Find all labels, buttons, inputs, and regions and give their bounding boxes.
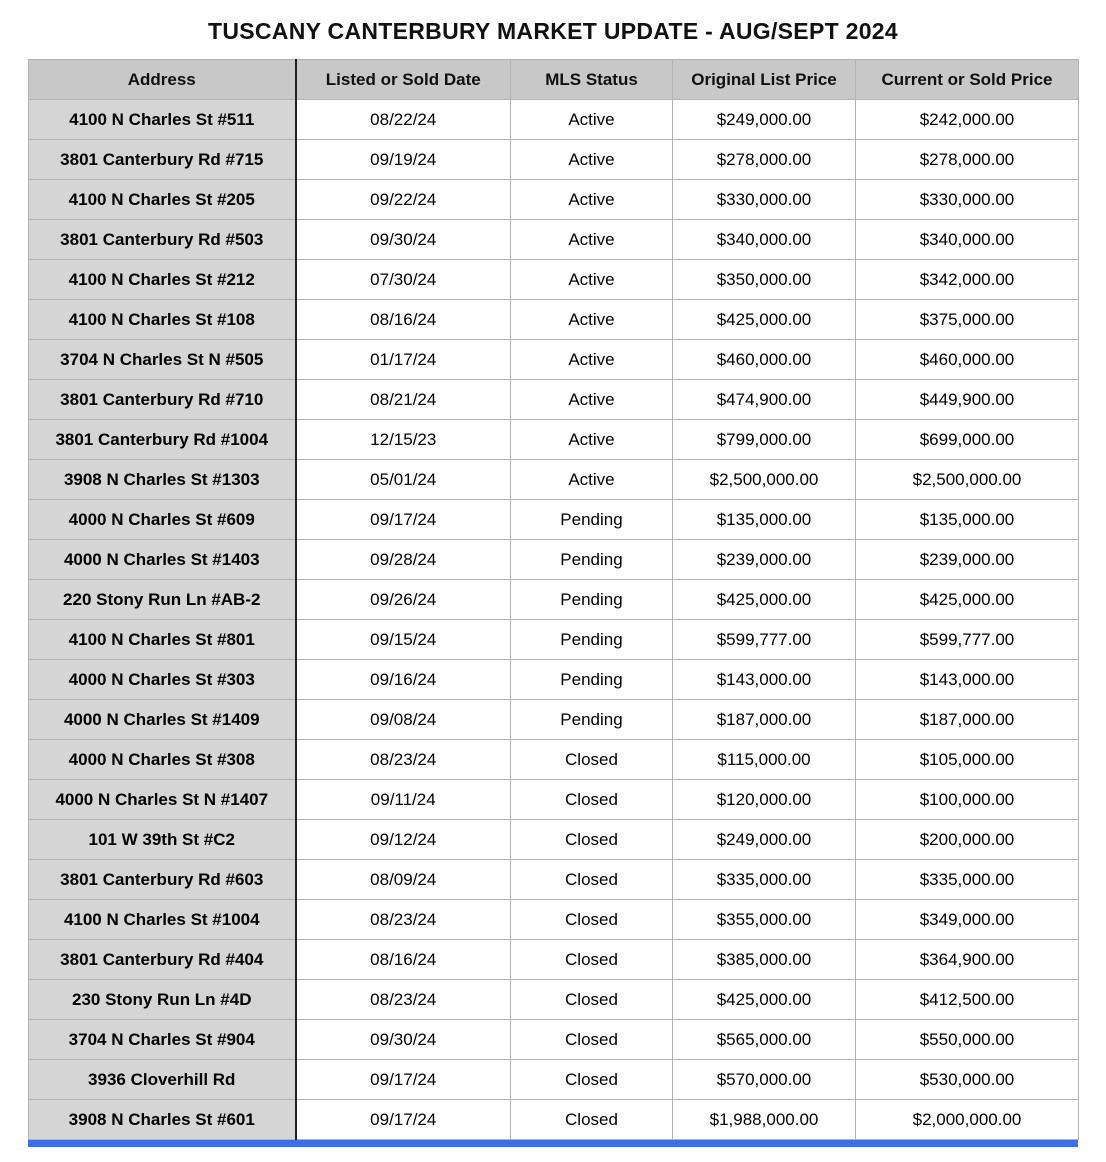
cell-current_price: $340,000.00 <box>856 220 1079 260</box>
cell-date: 09/08/24 <box>296 700 511 740</box>
cell-address: 4000 N Charles St #609 <box>29 500 296 540</box>
table-row <box>29 1100 1079 1140</box>
table-row <box>29 820 1079 860</box>
cell-status: Active <box>511 260 673 300</box>
cell-current_price: $342,000.00 <box>856 260 1079 300</box>
table-row <box>29 700 1079 740</box>
cell-date: 09/16/24 <box>296 660 511 700</box>
cell-original_price: $120,000.00 <box>673 780 856 820</box>
cell-original_price: $135,000.00 <box>673 500 856 540</box>
cell-address: 3704 N Charles St N #505 <box>29 340 296 380</box>
table-row <box>29 140 1079 180</box>
cell-address: 3801 Canterbury Rd #503 <box>29 220 296 260</box>
table-row <box>29 180 1079 220</box>
table-row <box>29 100 1079 140</box>
cell-current_price: $599,777.00 <box>856 620 1079 660</box>
cell-status: Pending <box>511 660 673 700</box>
cell-original_price: $239,000.00 <box>673 540 856 580</box>
cell-original_price: $340,000.00 <box>673 220 856 260</box>
table-row <box>29 1060 1079 1100</box>
cell-current_price: $412,500.00 <box>856 980 1079 1020</box>
cell-current_price: $239,000.00 <box>856 540 1079 580</box>
cell-current_price: $242,000.00 <box>856 100 1079 140</box>
cell-status: Pending <box>511 700 673 740</box>
cell-address: 3936 Cloverhill Rd <box>29 1060 296 1100</box>
cell-current_price: $530,000.00 <box>856 1060 1079 1100</box>
market-table <box>28 59 1079 1140</box>
cell-date: 07/30/24 <box>296 260 511 300</box>
table-row <box>29 580 1079 620</box>
column-header-original_price: Original List Price <box>673 60 856 100</box>
table-body <box>29 100 1079 1140</box>
table-row <box>29 940 1079 980</box>
table-row <box>29 260 1079 300</box>
header-row <box>29 60 1079 100</box>
cell-status: Closed <box>511 900 673 940</box>
cell-date: 09/22/24 <box>296 180 511 220</box>
cell-status: Active <box>511 180 673 220</box>
column-header-date: Listed or Sold Date <box>296 60 511 100</box>
cell-current_price: $278,000.00 <box>856 140 1079 180</box>
cell-date: 08/23/24 <box>296 980 511 1020</box>
cell-current_price: $364,900.00 <box>856 940 1079 980</box>
cell-original_price: $330,000.00 <box>673 180 856 220</box>
cell-original_price: $1,988,000.00 <box>673 1100 856 1140</box>
cell-original_price: $335,000.00 <box>673 860 856 900</box>
cell-date: 09/30/24 <box>296 220 511 260</box>
cell-status: Pending <box>511 500 673 540</box>
cell-address: 3908 N Charles St #1303 <box>29 460 296 500</box>
cell-date: 01/17/24 <box>296 340 511 380</box>
cell-address: 4100 N Charles St #511 <box>29 100 296 140</box>
cell-original_price: $249,000.00 <box>673 820 856 860</box>
cell-status: Pending <box>511 620 673 660</box>
cell-address: 4000 N Charles St #308 <box>29 740 296 780</box>
cell-original_price: $570,000.00 <box>673 1060 856 1100</box>
cell-status: Closed <box>511 740 673 780</box>
cell-original_price: $355,000.00 <box>673 900 856 940</box>
cell-status: Closed <box>511 1060 673 1100</box>
cell-original_price: $278,000.00 <box>673 140 856 180</box>
cell-current_price: $187,000.00 <box>856 700 1079 740</box>
cell-original_price: $187,000.00 <box>673 700 856 740</box>
cell-address: 4000 N Charles St #303 <box>29 660 296 700</box>
cell-status: Active <box>511 460 673 500</box>
cell-original_price: $249,000.00 <box>673 100 856 140</box>
cell-original_price: $799,000.00 <box>673 420 856 460</box>
cell-original_price: $599,777.00 <box>673 620 856 660</box>
cell-current_price: $550,000.00 <box>856 1020 1079 1060</box>
cell-address: 4000 N Charles St #1403 <box>29 540 296 580</box>
cell-current_price: $200,000.00 <box>856 820 1079 860</box>
cell-current_price: $460,000.00 <box>856 340 1079 380</box>
cell-address: 230 Stony Run Ln #4D <box>29 980 296 1020</box>
table-row <box>29 420 1079 460</box>
cell-status: Closed <box>511 1100 673 1140</box>
cell-address: 3801 Canterbury Rd #603 <box>29 860 296 900</box>
cell-date: 08/16/24 <box>296 300 511 340</box>
cell-current_price: $375,000.00 <box>856 300 1079 340</box>
table-row <box>29 900 1079 940</box>
cell-address: 3801 Canterbury Rd #1004 <box>29 420 296 460</box>
table-row <box>29 980 1079 1020</box>
cell-current_price: $100,000.00 <box>856 780 1079 820</box>
cell-status: Active <box>511 300 673 340</box>
cell-date: 09/19/24 <box>296 140 511 180</box>
column-header-address: Address <box>29 60 296 100</box>
table-row <box>29 380 1079 420</box>
cell-address: 3704 N Charles St #904 <box>29 1020 296 1060</box>
cell-current_price: $425,000.00 <box>856 580 1079 620</box>
cell-current_price: $2,000,000.00 <box>856 1100 1079 1140</box>
cell-status: Closed <box>511 980 673 1020</box>
table-row <box>29 220 1079 260</box>
cell-status: Closed <box>511 940 673 980</box>
page-title: TUSCANY CANTERBURY MARKET UPDATE - AUG/SEPT 2024 <box>207 18 898 44</box>
cell-original_price: $425,000.00 <box>673 980 856 1020</box>
cell-date: 08/23/24 <box>296 900 511 940</box>
cell-date: 09/17/24 <box>296 1060 511 1100</box>
cell-address: 4100 N Charles St #212 <box>29 260 296 300</box>
cell-date: 05/01/24 <box>296 460 511 500</box>
cell-address: 4000 N Charles St N #1407 <box>29 780 296 820</box>
cell-date: 09/17/24 <box>296 500 511 540</box>
table-row <box>29 620 1079 660</box>
cell-address: 4100 N Charles St #801 <box>29 620 296 660</box>
cell-date: 09/30/24 <box>296 1020 511 1060</box>
cell-original_price: $565,000.00 <box>673 1020 856 1060</box>
table-row <box>29 660 1079 700</box>
cell-original_price: $474,900.00 <box>673 380 856 420</box>
cell-address: 4000 N Charles St #1409 <box>29 700 296 740</box>
cell-address: 220 Stony Run Ln #AB-2 <box>29 580 296 620</box>
table-row <box>29 740 1079 780</box>
cell-date: 09/17/24 <box>296 1100 511 1140</box>
cell-date: 08/16/24 <box>296 940 511 980</box>
table-row <box>29 460 1079 500</box>
table-header <box>29 60 1079 100</box>
cell-address: 4100 N Charles St #205 <box>29 180 296 220</box>
cell-address: 3801 Canterbury Rd #404 <box>29 940 296 980</box>
column-header-status: MLS Status <box>511 60 673 100</box>
cell-date: 09/12/24 <box>296 820 511 860</box>
cell-status: Closed <box>511 780 673 820</box>
cell-original_price: $115,000.00 <box>673 740 856 780</box>
table-row <box>29 340 1079 380</box>
cell-status: Closed <box>511 860 673 900</box>
cell-address: 4100 N Charles St #1004 <box>29 900 296 940</box>
cell-address: 101 W 39th St #C2 <box>29 820 296 860</box>
table-row <box>29 780 1079 820</box>
cell-date: 08/21/24 <box>296 380 511 420</box>
cell-original_price: $425,000.00 <box>673 580 856 620</box>
cell-original_price: $143,000.00 <box>673 660 856 700</box>
table-row <box>29 500 1079 540</box>
table-row <box>29 1020 1079 1060</box>
cell-current_price: $699,000.00 <box>856 420 1079 460</box>
cell-date: 08/22/24 <box>296 100 511 140</box>
table-bottom-accent <box>28 1140 1078 1147</box>
cell-date: 09/11/24 <box>296 780 511 820</box>
cell-original_price: $425,000.00 <box>673 300 856 340</box>
cell-date: 08/09/24 <box>296 860 511 900</box>
cell-status: Active <box>511 340 673 380</box>
cell-date: 12/15/23 <box>296 420 511 460</box>
cell-status: Active <box>511 220 673 260</box>
cell-status: Closed <box>511 1020 673 1060</box>
cell-current_price: $449,900.00 <box>856 380 1079 420</box>
cell-date: 08/23/24 <box>296 740 511 780</box>
cell-original_price: $460,000.00 <box>673 340 856 380</box>
cell-current_price: $2,500,000.00 <box>856 460 1079 500</box>
cell-date: 09/26/24 <box>296 580 511 620</box>
cell-original_price: $350,000.00 <box>673 260 856 300</box>
table-row <box>29 860 1079 900</box>
cell-date: 09/28/24 <box>296 540 511 580</box>
cell-date: 09/15/24 <box>296 620 511 660</box>
table-row <box>29 540 1079 580</box>
cell-current_price: $105,000.00 <box>856 740 1079 780</box>
cell-status: Active <box>511 420 673 460</box>
cell-original_price: $2,500,000.00 <box>673 460 856 500</box>
cell-status: Active <box>511 380 673 420</box>
column-header-current_price: Current or Sold Price <box>856 60 1079 100</box>
cell-address: 4100 N Charles St #108 <box>29 300 296 340</box>
cell-status: Active <box>511 140 673 180</box>
cell-current_price: $349,000.00 <box>856 900 1079 940</box>
cell-address: 3908 N Charles St #601 <box>29 1100 296 1140</box>
cell-status: Pending <box>511 540 673 580</box>
table-row <box>29 300 1079 340</box>
cell-status: Pending <box>511 580 673 620</box>
cell-current_price: $335,000.00 <box>856 860 1079 900</box>
cell-current_price: $330,000.00 <box>856 180 1079 220</box>
cell-address: 3801 Canterbury Rd #715 <box>29 140 296 180</box>
cell-current_price: $143,000.00 <box>856 660 1079 700</box>
cell-status: Active <box>511 100 673 140</box>
cell-current_price: $135,000.00 <box>856 500 1079 540</box>
cell-status: Closed <box>511 820 673 860</box>
cell-address: 3801 Canterbury Rd #710 <box>29 380 296 420</box>
cell-original_price: $385,000.00 <box>673 940 856 980</box>
